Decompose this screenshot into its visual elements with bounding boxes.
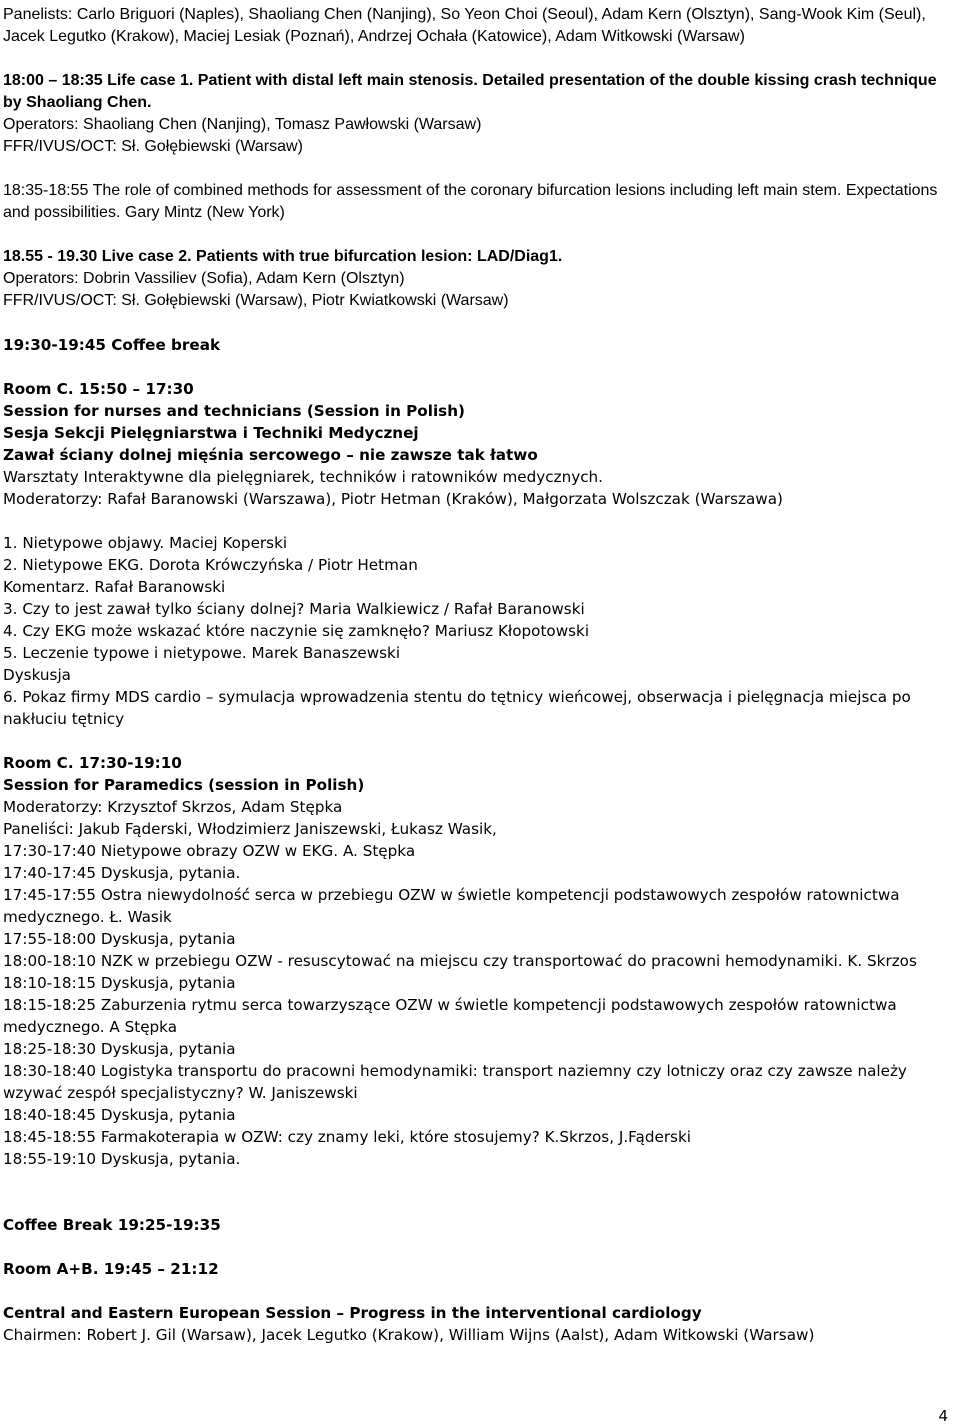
nurses-room-heading: Room C. 15:50 – 17:30 xyxy=(3,380,194,398)
list-item: Dyskusja xyxy=(3,666,71,684)
list-item: Komentarz. Rafał Baranowski xyxy=(3,578,226,596)
live-case-1-operators: Operators: Shaoliang Chen (Nanjing), Tomasz Pawłowski (Warsaw) xyxy=(3,116,482,133)
list-item: 17:40-17:45 Dyskusja, pytania. xyxy=(3,864,241,882)
nurses-session-topic: Zawał ściany dolnej mięśnia sercowego – nie zawsze tak łatwo xyxy=(3,446,538,464)
live-case-1-title: 18:00 – 18:35 Life case 1. Patient with distal left main stenosis. Detailed presentation of the double kissing crash technique by Shaoliang Chen. xyxy=(3,72,937,111)
lecture-paragraph: 18:35-18:55 The role of combined methods for assessment of the coronary bifurcation lesions including left main stem. Expectations and possibilities. Gary Mintz (New York) xyxy=(3,182,938,221)
paramedics-panelists: Paneliści: Jakub Fąderski, Włodzimierz Janiszewski, Łukasz Wasik, xyxy=(3,820,497,838)
list-item: 3. Czy to jest zawał tylko ściany dolnej? Maria Walkiewicz / Rafał Baranowski xyxy=(3,600,585,618)
list-item: 17:55-18:00 Dyskusja, pytania xyxy=(3,930,236,948)
list-item: 18:45-18:55 Farmakoterapia w OZW: czy znamy leki, które stosujemy? K.Skrzos, J.Fąderski xyxy=(3,1128,691,1146)
list-item: 18:30-18:40 Logistyka transportu do pracowni hemodynamiki: transport naziemny czy lotniczy oraz czy zawsze należy wzywać zespół specjalistyczny? W. Janiszewski xyxy=(3,1062,907,1102)
paramedics-moderators: Moderatorzy: Krzysztof Skrzos, Adam Stępka xyxy=(3,798,343,816)
nurses-session-subtitle: Sesja Sekcji Pielęgniarstwa i Techniki Medycznej xyxy=(3,424,419,442)
nurses-workshop-note: Warsztaty Interaktywne dla pielęgniarek, techników i ratowników medycznych. xyxy=(3,468,604,486)
list-item: 1. Nietypowe objawy. Maciej Koperski xyxy=(3,534,288,552)
list-item: 18:55-19:10 Dyskusja, pytania. xyxy=(3,1150,241,1168)
live-case-2-operators: Operators: Dobrin Vassiliev (Sofia), Adam Kern (Olsztyn) xyxy=(3,270,405,287)
list-item: 18:15-18:25 Zaburzenia rytmu serca towarzyszące OZW w świetle kompetencji podstawowych zespołów ratownictwa medycznego. A Stępka xyxy=(3,996,897,1036)
cee-session-chairmen: Chairmen: Robert J. Gil (Warsaw), Jacek Legutko (Krakow), William Wijns (Aalst), Adam Witkowski (Warsaw) xyxy=(3,1326,815,1344)
nurses-session-title: Session for nurses and technicians (Session in Polish) xyxy=(3,402,465,420)
cee-session-title: Central and Eastern European Session – Progress in the interventional cardiology xyxy=(3,1304,702,1322)
list-item: 18:10-18:15 Dyskusja, pytania xyxy=(3,974,236,992)
list-item: 17:45-17:55 Ostra niewydolność serca w przebiegu OZW w świetle kompetencji podstawowych zespołów ratownictwa medycznego. Ł. Wasik xyxy=(3,886,900,926)
paramedics-session-title: Session for Paramedics (session in Polish) xyxy=(3,776,365,794)
nurses-moderators: Moderatorzy: Rafał Baranowski (Warszawa), Piotr Hetman (Kraków), Małgorzata Wolszczak (Warszawa) xyxy=(3,490,783,508)
page-number: 4 xyxy=(938,1407,948,1425)
list-item: 18:40-18:45 Dyskusja, pytania xyxy=(3,1106,236,1124)
list-item: 6. Pokaz firmy MDS cardio – symulacja wprowadzenia stentu do tętnicy wieńcowej, obserwacja i pielęgnacja miejsca po nakłuciu tętnicy xyxy=(3,688,911,728)
coffee-break-2: Coffee Break 19:25-19:35 xyxy=(3,1216,221,1234)
list-item: 18:25-18:30 Dyskusja, pytania xyxy=(3,1040,236,1058)
live-case-2-ffr: FFR/IVUS/OCT: Sł. Gołębiewski (Warsaw), Piotr Kwiatkowski (Warsaw) xyxy=(3,292,509,309)
coffee-break-1: 19:30-19:45 Coffee break xyxy=(3,336,221,354)
live-case-2-title: 18.55 - 19.30 Live case 2. Patients with true bifurcation lesion: LAD/Diag1. xyxy=(3,248,563,265)
list-item: 18:00-18:10 NZK w przebiegu OZW - resuscytować na miejscu czy transportować do pracowni hemodynamiki. K. Skrzos xyxy=(3,952,917,970)
paramedics-room-heading: Room C. 17:30-19:10 xyxy=(3,754,182,772)
list-item: 17:30-17:40 Nietypowe obrazy OZW w EKG. A. Stępka xyxy=(3,842,416,860)
list-item: 2. Nietypowe EKG. Dorota Krówczyńska / Piotr Hetman xyxy=(3,556,418,574)
list-item: 4. Czy EKG może wskazać które naczynie się zamknęło? Mariusz Kłopotowski xyxy=(3,622,590,640)
document-page xyxy=(3,4,957,1346)
live-case-1-ffr: FFR/IVUS/OCT: Sł. Gołębiewski (Warsaw) xyxy=(3,138,303,155)
panelists-paragraph: Panelists: Carlo Briguori (Naples), Shaoliang Chen (Nanjing), So Yeon Choi (Seoul), Adam Kern (Olsztyn), Sang-Wook Kim (Seul), Jacek Legutko (Krakow), Maciej Lesiak (Poznań), Andrzej Ochała (Katowice), Adam Witkowski (Warsaw) xyxy=(3,6,926,45)
room-ab-heading: Room A+B. 19:45 – 21:12 xyxy=(3,1260,219,1278)
list-item: 5. Leczenie typowe i nietypowe. Marek Banaszewski xyxy=(3,644,401,662)
